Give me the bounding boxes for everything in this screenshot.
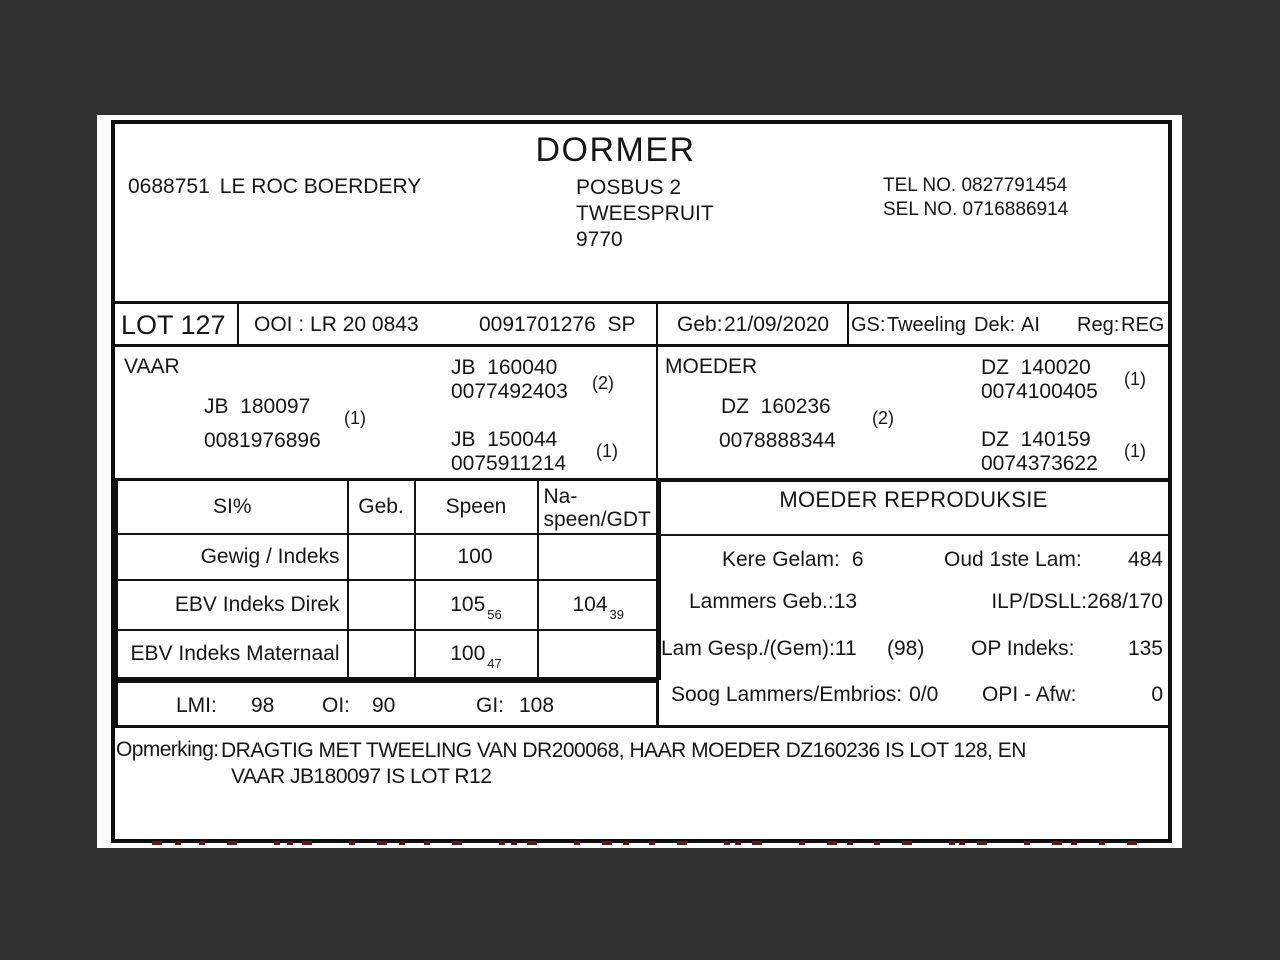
mating-value: AI	[1021, 314, 1040, 336]
registration-label: Reg:	[1077, 314, 1120, 336]
reproduction-row	[659, 590, 1168, 616]
geb-cell	[348, 580, 415, 630]
remark-text	[221, 738, 1026, 790]
remark-label: Opmerking:	[116, 738, 219, 761]
remark-line: DRAGTIG MET TWEELING VAN DR200068, HAAR MOEDER DZ160236 IS LOT 128, EN	[221, 739, 1026, 762]
birth-date-label: Geb:	[677, 313, 723, 336]
sire-reg: 0081976896	[204, 429, 321, 452]
stat-value: 13	[833, 590, 858, 613]
address-line: 9770	[576, 228, 623, 251]
stat-label: Lammers Geb.:	[689, 590, 834, 613]
stat-value: 6	[851, 548, 864, 571]
geb-cell	[348, 534, 415, 580]
stat-label: OPI - Afw:	[982, 683, 1077, 706]
index-summary-box	[115, 680, 659, 728]
table-row	[117, 630, 660, 679]
postal-address	[576, 175, 714, 253]
naspeen-cell	[538, 630, 660, 679]
registration-value: REG	[1121, 314, 1165, 336]
sire-gp1-id: JB 160040	[451, 356, 558, 379]
reproduction-row	[659, 683, 1168, 709]
divider-line	[847, 301, 849, 347]
dam-mark: (2)	[872, 408, 894, 428]
stat-value: 484	[1127, 548, 1163, 571]
dam-reg: 0078888344	[719, 429, 836, 452]
row-label: EBV Indeks Direk	[117, 580, 348, 630]
reproduction-row	[659, 637, 1168, 663]
dam-reproduction-panel	[656, 478, 1168, 728]
farm-name: LE ROC BOERDERY	[219, 175, 422, 198]
lot-card	[111, 120, 1172, 843]
speen-cell: 100	[415, 534, 538, 580]
dam-gp1-id: DZ 140020	[981, 356, 1091, 379]
dam-gp1-reg: 0074100405	[981, 380, 1098, 403]
speen-cell: 100 $_{47}$	[415, 630, 538, 679]
sire-gp1-reg: 0077492403	[451, 380, 568, 403]
breeder-line	[128, 175, 421, 199]
remark-line: VAAR JB180097 IS LOT R12	[231, 765, 492, 788]
divider-line	[237, 301, 239, 347]
sire-id: JB 180097	[204, 395, 311, 418]
sire-mark: (1)	[344, 408, 366, 428]
si-table-header: Geb.	[348, 480, 415, 534]
birth-status-value: Tweeling	[887, 314, 966, 336]
clipped-red-footer-text	[152, 841, 1164, 845]
birth-status-label: GS:	[851, 314, 886, 336]
dam-id: DZ 160236	[721, 395, 831, 418]
stat-pair	[991, 590, 1163, 614]
gi-label: GI:	[476, 694, 505, 717]
row-label: Gewig / Indeks	[117, 534, 348, 580]
stat-label: Kere Gelam:	[722, 548, 840, 571]
tel-number: TEL NO. 0827791454	[883, 175, 1068, 196]
sire-gp2-mark: (1)	[596, 441, 618, 461]
geb-cell	[348, 630, 415, 679]
dam-section-label: MOEDER	[665, 355, 758, 378]
address-line: TWEESPRUIT	[576, 202, 714, 225]
divider-line	[659, 534, 1168, 536]
naspeen-cell	[538, 534, 660, 580]
ewe-id: OOI : LR 20 0843	[254, 313, 419, 336]
cell-number: SEL NO. 0716886914	[883, 199, 1069, 220]
lmi-value: 98	[251, 694, 275, 717]
oi-value: 90	[372, 694, 396, 717]
address-line: POSBUS 2	[576, 176, 682, 199]
stat-label: Oud 1ste Lam:	[944, 548, 1082, 571]
stat-value: 135	[1127, 637, 1163, 660]
stat-label: Lam Gesp./(Gem):	[661, 637, 835, 660]
stat-label: ILP/DSLL:	[991, 590, 1088, 613]
sire-section-label: VAAR	[124, 355, 180, 378]
birth-date-value: 21/09/2020	[724, 313, 830, 336]
sire-gp1-mark: (2)	[592, 373, 614, 393]
lmi-label: LMI:	[176, 694, 217, 717]
stat-value: 0	[1151, 683, 1163, 706]
sire-gp2-reg: 0075911214	[451, 452, 567, 475]
stat-extra-value: (98)	[887, 637, 925, 660]
contact-numbers	[883, 174, 1068, 222]
ewe-reg-number: 0091701276 SP	[479, 313, 636, 336]
lot-number: LOT 127	[121, 310, 226, 340]
table-row	[117, 580, 660, 630]
stat-value: 268/170	[1087, 590, 1163, 613]
mating-label: Dek:	[974, 314, 1016, 336]
stat-value: 11	[834, 637, 857, 660]
si-table-header: Speen	[415, 480, 538, 534]
divider-line	[115, 301, 1168, 304]
stat-value: 0/0	[909, 683, 939, 706]
table-row	[117, 534, 660, 580]
si-index-table	[115, 478, 661, 680]
stat-label: Soog Lammers/Embrios:	[671, 683, 903, 706]
row-label: EBV Indeks Maternaal	[117, 630, 348, 679]
reproduction-title: MOEDER REPRODUKSIE	[779, 487, 1048, 512]
sire-gp2-id: JB 150044	[451, 428, 558, 451]
document-page	[97, 115, 1182, 848]
stat-label: OP Indeks:	[971, 637, 1075, 660]
reproduction-row	[659, 548, 1168, 574]
oi-label: OI:	[322, 694, 351, 717]
gi-value: 108	[519, 694, 555, 717]
dam-gp2-mark: (1)	[1124, 441, 1146, 461]
member-number: 0688751	[128, 175, 210, 198]
dam-gp2-reg: 0074373622	[981, 452, 1098, 475]
dam-gp2-id: DZ 140159	[981, 428, 1091, 451]
speen-cell: 105 $_{56}$	[415, 580, 538, 630]
dam-gp1-mark: (1)	[1124, 369, 1146, 389]
divider-line	[656, 344, 658, 482]
si-table-header: Na-speen/GDT	[538, 480, 660, 534]
divider-line	[115, 344, 1168, 347]
si-table-header: SI%	[117, 480, 348, 534]
naspeen-cell: 104 $_{39}$	[538, 580, 660, 630]
divider-line	[656, 301, 658, 347]
breed-title: DORMER	[535, 131, 696, 169]
